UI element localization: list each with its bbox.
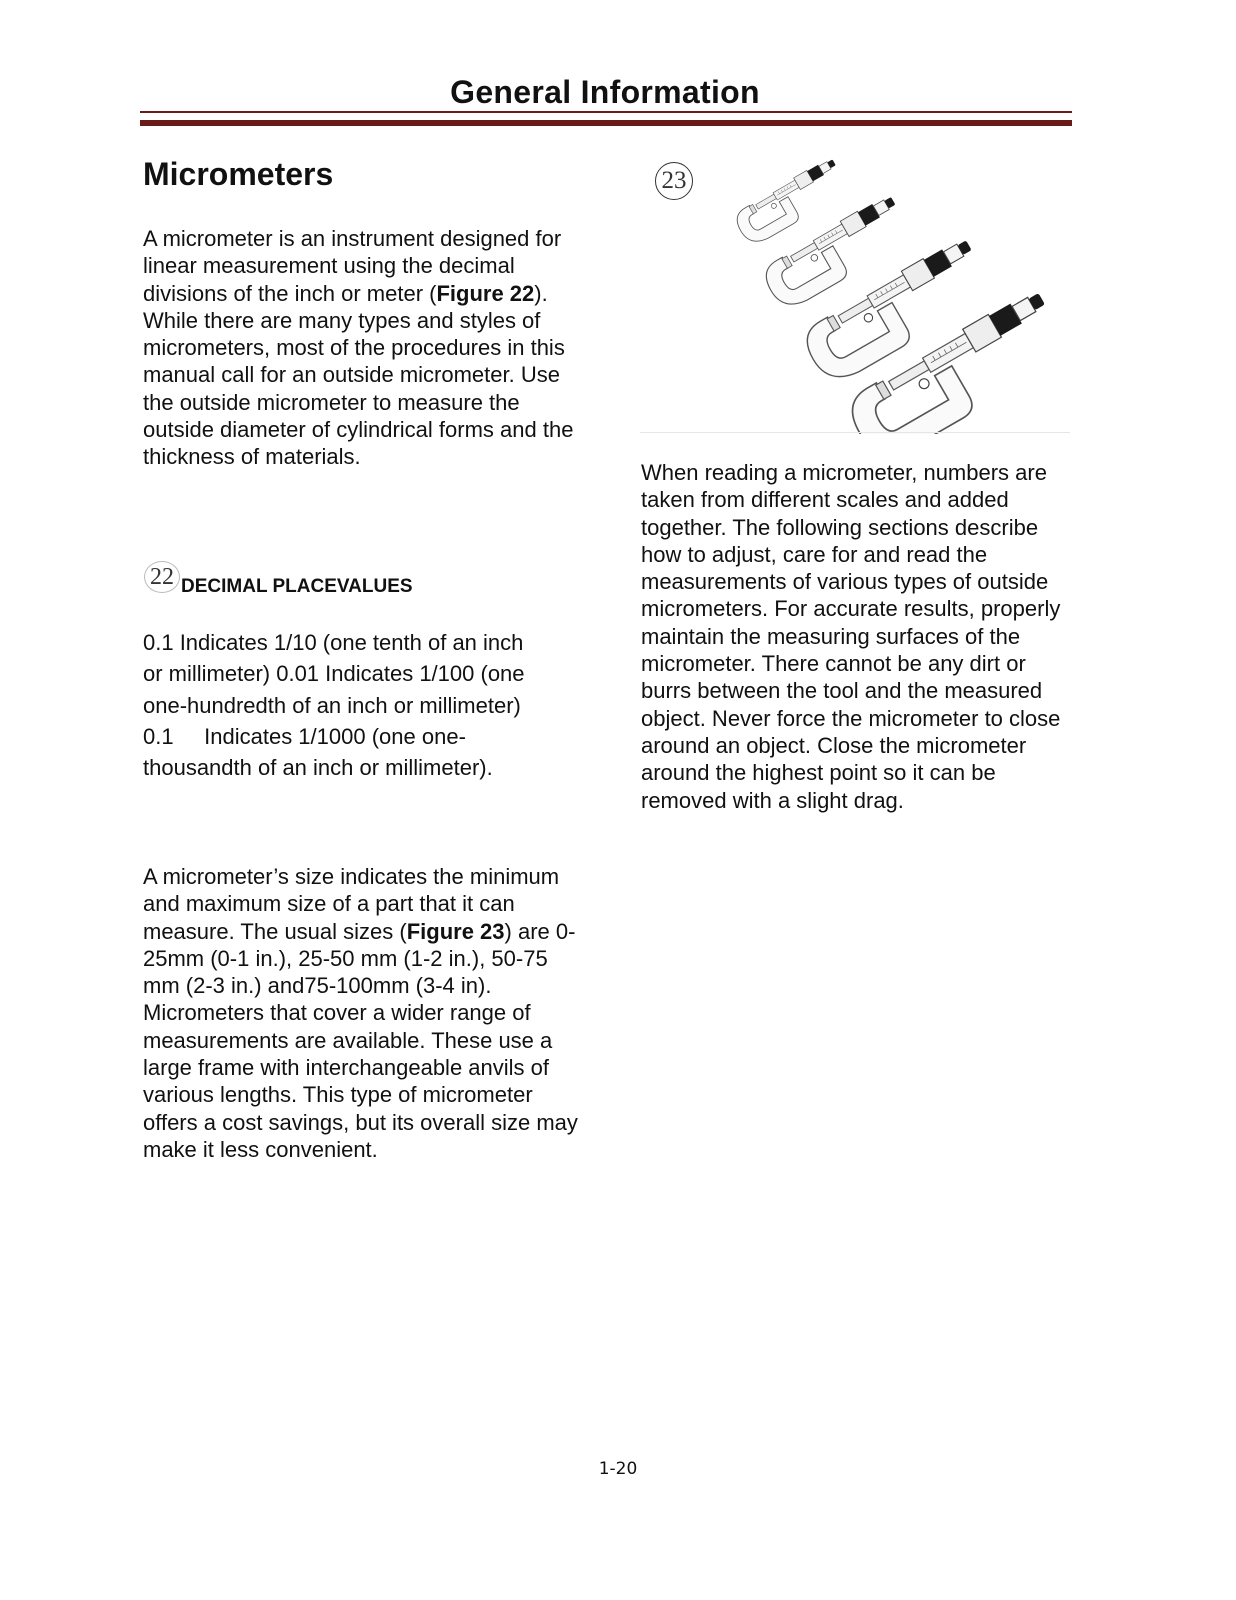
- figure-23-number-badge: 23: [655, 162, 693, 200]
- decimal-line: one-hundredth of an inch or millimeter): [143, 692, 521, 718]
- header-rule-thick: [140, 120, 1072, 126]
- section-heading: Micrometers: [143, 156, 334, 192]
- figure-22: [143, 560, 563, 600]
- intro-paragraph: A micrometer is an instrument designed for linear measurement using the decimal divisions of the inch or meter (Figure 22). While there are many types and styles of micrometers, most of the procedures in this manual call for an outside micrometer. Use the outside micrometer to measure the outside diameter of cylindrical forms and the thickness of materials.: [143, 226, 574, 470]
- decimal-place-values: [143, 627, 583, 783]
- figure-23-reference: Figure 23: [406, 918, 505, 944]
- figure-22-number-badge: 22: [145, 562, 179, 592]
- figure-22-caption: DECIMAL PLACEVALUES: [181, 576, 413, 597]
- page-header-title: General Information: [450, 74, 760, 110]
- figure-23-bottom-edge: [640, 432, 1070, 433]
- figure-23: [640, 150, 1070, 434]
- micrometers-illustration: [640, 150, 1070, 434]
- reading-paragraph: When reading a micrometer, numbers are taken from different scales and added together. The following sections describe how to adjust, care for and read the measurements of various types of outside micrometers. For accurate results, properly maintain the measuring surfaces of the micrometer. There cannot be any dirt or burrs between the tool and the measured object. Never force the micrometer to close around an object. Close the micrometer around the highest point so it can be removed with a slight drag.: [641, 460, 1061, 813]
- size-paragraph: A micrometer’s size indicates the minimum and maximum size of a part that it can measure. The usual sizes (Figure 23) are 0-25mm (0-1 in.), 25-50 mm (1-2 in.), 50-75 mm (2-3 in.) and75-100mm (3-4 in). Micrometers that cover a wider range of measurements are available. These use a large frame with interchangeable anvils of various lengths. This type of micrometer offers a cost savings, but its overall size may make it less convenient.: [143, 864, 578, 1162]
- decimal-line: or millimeter) 0.01 Indicates 1/100 (one: [143, 661, 525, 687]
- page-number: 1-20: [598, 1459, 638, 1479]
- header-rule-thin: [140, 111, 1072, 113]
- decimal-line: 0.1 Indicates 1/1000 (one one-: [143, 723, 466, 749]
- figure-22-reference: Figure 22: [436, 280, 535, 306]
- decimal-line: 0.1 Indicates 1/10 (one tenth of an inch: [143, 630, 524, 655]
- decimal-line: thousandth of an inch or millimeter).: [143, 755, 493, 781]
